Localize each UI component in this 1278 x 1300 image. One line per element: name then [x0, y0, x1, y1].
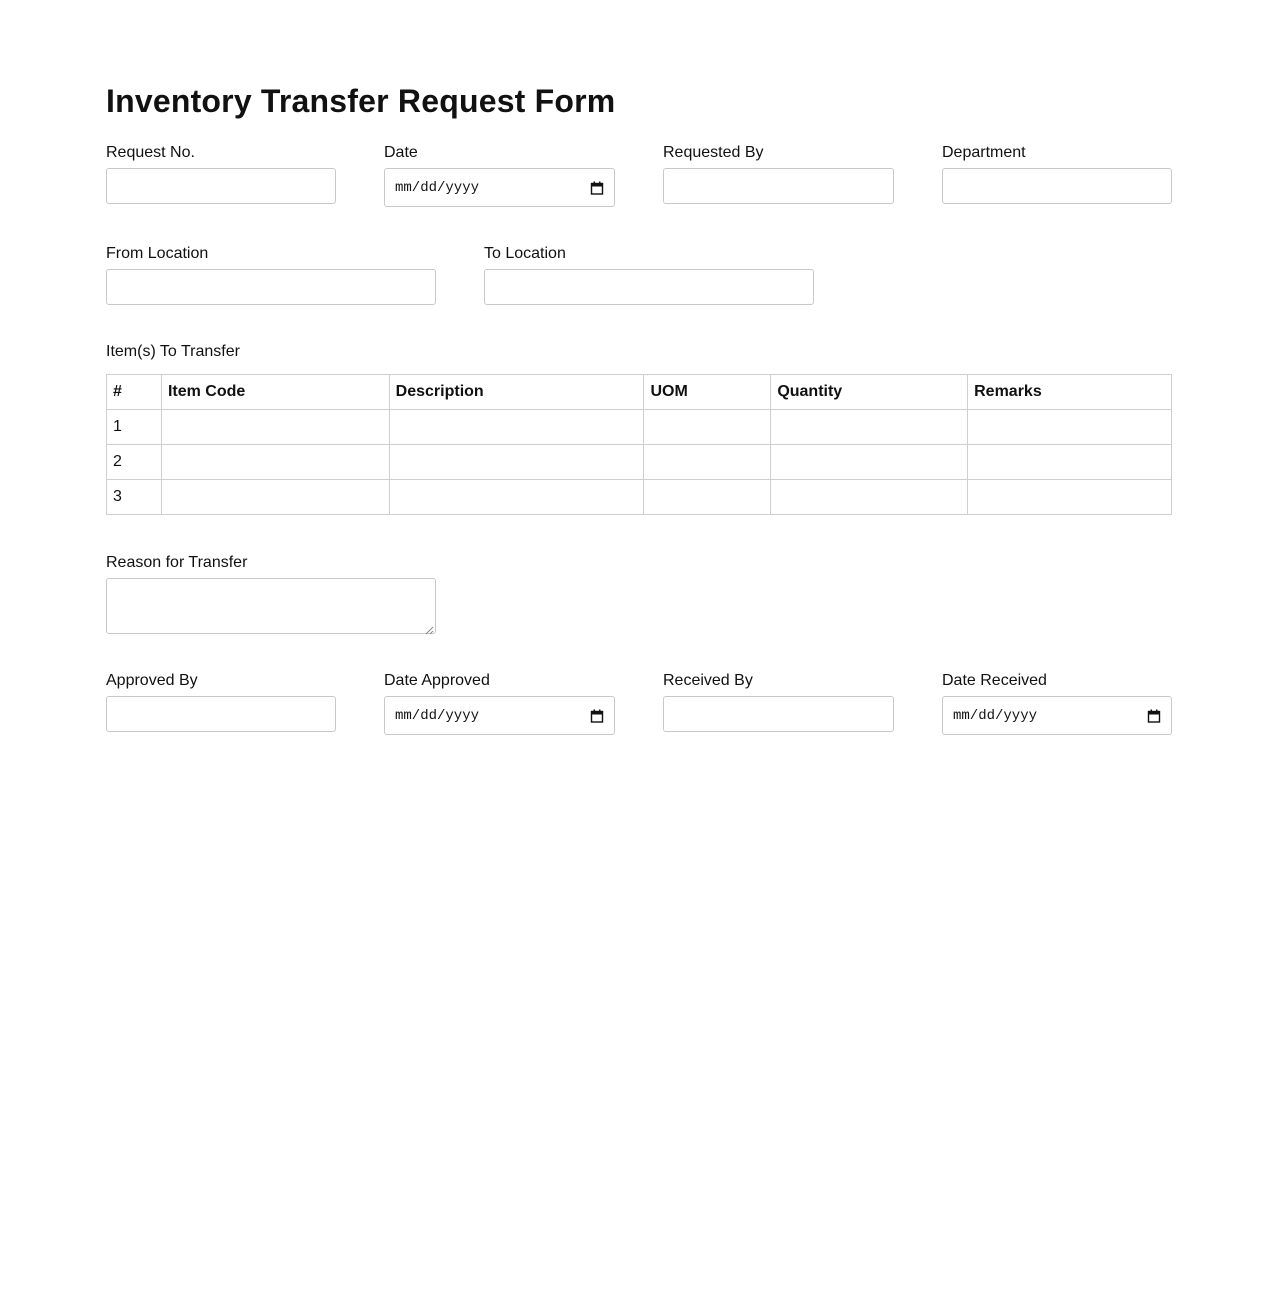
description-cell[interactable]: [389, 410, 644, 445]
table-row: [107, 480, 1172, 515]
to-location-field: [484, 245, 814, 305]
uom-cell[interactable]: [644, 445, 771, 480]
item-code-cell[interactable]: [161, 410, 389, 445]
date-received-field: [942, 672, 1172, 735]
date-field: [384, 144, 615, 207]
requested-by-label: Requested By: [663, 144, 764, 161]
department-input[interactable]: [942, 168, 1172, 204]
resize-grip-icon[interactable]: [424, 622, 434, 632]
col-header-quantity: Quantity: [771, 375, 968, 410]
quantity-cell[interactable]: [771, 410, 968, 445]
date-received-label: Date Received: [942, 672, 1047, 689]
item-code-cell[interactable]: [161, 480, 389, 515]
col-header-description: Description: [389, 375, 644, 410]
table-row: [107, 410, 1172, 445]
from-location-label: From Location: [106, 245, 209, 262]
col-header-number: #: [107, 375, 162, 410]
approved-by-input[interactable]: [106, 696, 336, 732]
department-label: Department: [942, 144, 1026, 161]
date-approved-input[interactable]: [384, 696, 615, 735]
uom-cell[interactable]: [644, 410, 771, 445]
items-table-header-row: [107, 375, 1172, 410]
calendar-icon[interactable]: [590, 181, 604, 195]
date-approved-label: Date Approved: [384, 672, 490, 689]
date-placeholder: mm/dd/yyyy: [395, 179, 480, 196]
reason-field: [106, 554, 436, 634]
approved-by-label: Approved By: [106, 672, 198, 689]
quantity-cell[interactable]: [771, 445, 968, 480]
to-location-label: To Location: [484, 245, 566, 262]
col-header-remarks: Remarks: [968, 375, 1172, 410]
request-no-label: Request No.: [106, 144, 195, 161]
remarks-cell[interactable]: [968, 445, 1172, 480]
remarks-cell[interactable]: [968, 410, 1172, 445]
col-header-item-code: Item Code: [161, 375, 389, 410]
date-input[interactable]: [384, 168, 615, 207]
request-no-input[interactable]: [106, 168, 336, 204]
date-approved-field: [384, 672, 615, 735]
table-row: [107, 445, 1172, 480]
from-location-field: [106, 245, 436, 305]
approved-by-field: [106, 672, 336, 732]
quantity-cell[interactable]: [771, 480, 968, 515]
col-header-uom: UOM: [644, 375, 771, 410]
requested-by-input[interactable]: [663, 168, 894, 204]
calendar-icon[interactable]: [1147, 709, 1161, 723]
received-by-label: Received By: [663, 672, 753, 689]
reason-textarea[interactable]: [106, 578, 436, 634]
description-cell[interactable]: [389, 480, 644, 515]
items-table: [106, 374, 1172, 515]
date-received-input[interactable]: [942, 696, 1172, 735]
received-by-field: [663, 672, 894, 732]
received-by-input[interactable]: [663, 696, 894, 732]
items-section-label: Item(s) To Transfer: [106, 343, 240, 360]
date-approved-placeholder: mm/dd/yyyy: [395, 707, 480, 724]
to-location-input[interactable]: [484, 269, 814, 305]
from-location-input[interactable]: [106, 269, 436, 305]
row-number: 1: [107, 410, 162, 445]
row-number: 3: [107, 480, 162, 515]
reason-label: Reason for Transfer: [106, 554, 248, 571]
uom-cell[interactable]: [644, 480, 771, 515]
page-title: Inventory Transfer Request Form: [106, 83, 616, 119]
date-received-placeholder: mm/dd/yyyy: [953, 707, 1038, 724]
request-no-field: [106, 144, 336, 204]
remarks-cell[interactable]: [968, 480, 1172, 515]
row-number: 2: [107, 445, 162, 480]
description-cell[interactable]: [389, 445, 644, 480]
item-code-cell[interactable]: [161, 445, 389, 480]
requested-by-field: [663, 144, 894, 204]
department-field: [942, 144, 1172, 204]
date-label: Date: [384, 144, 418, 161]
calendar-icon[interactable]: [590, 709, 604, 723]
